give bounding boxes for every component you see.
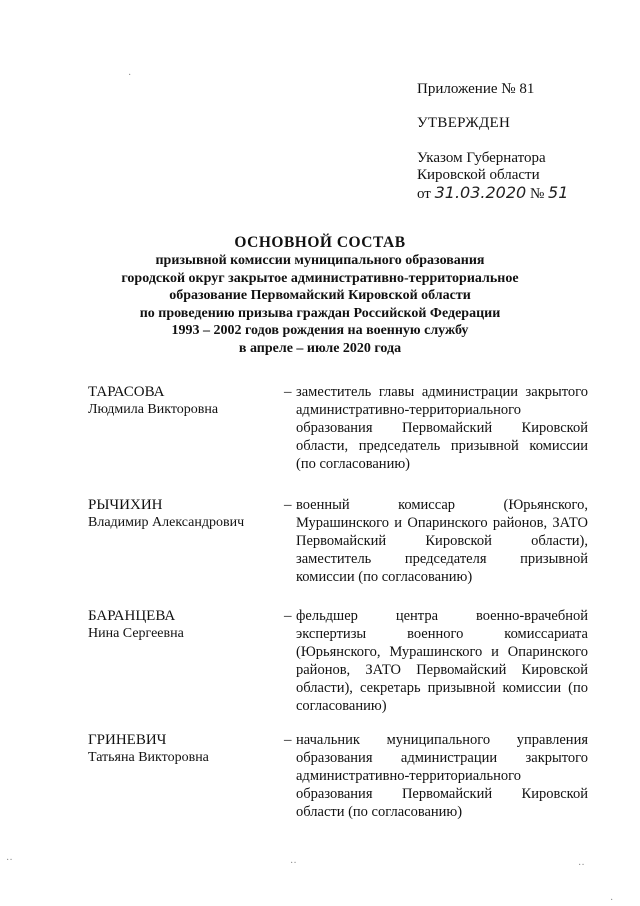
appendix-number: Приложение № 81 (417, 81, 535, 97)
member-name: Татьяна Викторовна (88, 750, 209, 765)
decree-line-2: Кировской области (417, 167, 540, 183)
member-name: Нина Сергеевна (88, 626, 184, 641)
decree-line-1: Указом Губернатора (417, 150, 546, 166)
approved-label: УТВЕРЖДЕН (417, 115, 511, 131)
title-line: по проведению призыва граждан Российской Федерации (139, 305, 501, 321)
member-role: военный комиссар (Юрьянского, Мурашинского и Опаринского районов, ЗАТО Первомайский Кировской области), заместитель председателя призывной комиссии (по согласованию) (296, 497, 588, 585)
member-name: Людмила Викторовна (88, 402, 219, 417)
title-main: ОСНОВНОЙ СОСТАВ (234, 234, 406, 251)
member-dash: – (284, 732, 292, 748)
scan-speck: ·· (290, 858, 297, 869)
title-line: городской округ закрытое административно-территориальное (121, 270, 519, 286)
decree-reference (417, 150, 568, 203)
scan-speck: ·· (578, 860, 585, 871)
decree-date-line (417, 184, 568, 203)
member-role: заместитель главы администрации закрытого административно-территориального образования Первомайский Кировской области, председатель призывной комиссии (по согласованию) (296, 384, 588, 472)
decree-from: от (417, 186, 431, 202)
title-line: образование Первомайский Кировской области (169, 288, 471, 303)
member-role: фельдшер центра военно-врачебной экспертизы военного комиссариата (Юрьянского, Мурашинского и Опаринского районов, ЗАТО Первомайский Кировской области), секретарь призывной комиссии (по согласованию) (296, 608, 588, 714)
member-role: начальник муниципального управления образования администрации закрытого административно-территориального образования Первомайский Кировской области (по согласованию) (296, 732, 588, 820)
member-surname: ГРИНЕВИЧ (88, 732, 167, 748)
decree-number-label: № (529, 186, 545, 202)
title-line: 1993 – 2002 годов рождения на военную службу (171, 323, 469, 338)
scan-speck: · (128, 70, 132, 81)
document-title (80, 233, 560, 357)
member-name: Владимир Александрович (88, 515, 245, 530)
member-dash: – (284, 608, 292, 624)
member-surname: РЫЧИХИН (88, 497, 163, 513)
member-surname: БАРАНЦЕВА (88, 608, 176, 624)
decree-number: 51 (548, 183, 569, 202)
decree-date: 31.03.2020 (434, 183, 527, 202)
scan-speck: · (610, 895, 614, 906)
scan-speck: ·· (6, 855, 13, 866)
title-line: в апреле – июле 2020 года (238, 340, 402, 356)
title-line: призывной комиссии муниципального образования (155, 253, 485, 268)
member-surname: ТАРАСОВА (88, 384, 165, 400)
member-dash: – (284, 497, 292, 513)
member-dash: – (284, 384, 292, 400)
